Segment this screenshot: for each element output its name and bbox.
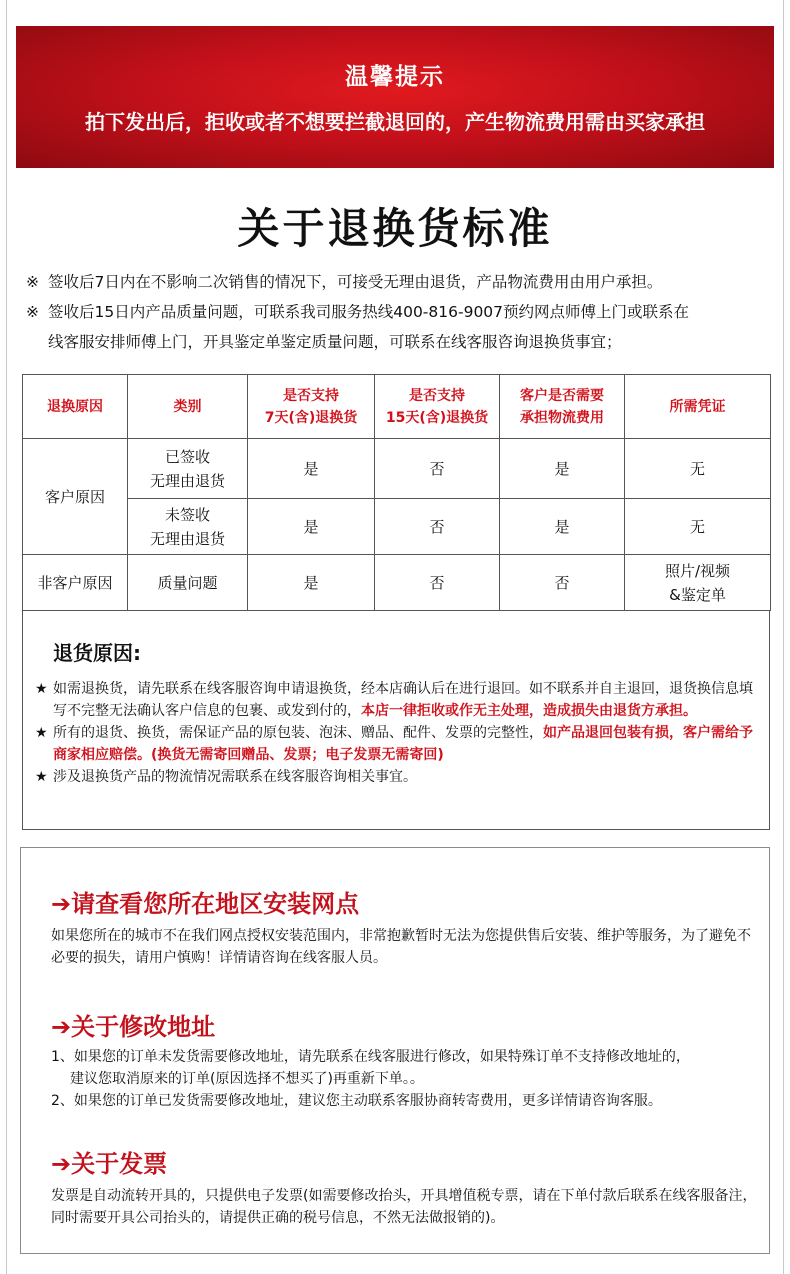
star-icon: ★ xyxy=(35,725,48,741)
invoice-section-body: 发票是自动流转开具的，只提供电子发票(如需要修改抬头，开具增值税专票，请在下单付款后联系在线客服备注，同时需要开具公司抬头的，请提供正确的税号信息，不然无法做报销的)。 xyxy=(51,1188,757,1226)
table-cell: 照片/视频 &鉴定单 xyxy=(625,555,771,611)
install-section-body: 如果您所在的城市不在我们网点授权安装范围内，非常抱歉暂时无法为您提供售后安装、维护等服务，为了避免不必要的损失，请用户慎购！详情请咨询在线客服人员。 xyxy=(51,928,751,966)
note-text-line1: 签收后15日内产品质量问题，可联系我司服务热线400-816-9007预约网点师傅上门或联系在 xyxy=(48,303,690,321)
table-cell: 是 xyxy=(248,499,375,555)
table-cell: 无 xyxy=(625,499,771,555)
invoice-section-title: ➔关于发票 xyxy=(51,1150,168,1178)
list-item xyxy=(35,678,759,722)
table-cell: 是 xyxy=(500,499,625,555)
header-cell: 是否支持 15天(含)退换货 xyxy=(375,375,500,439)
page-title: 关于退换货标准 xyxy=(237,204,553,253)
table-row xyxy=(23,499,771,555)
bullet-text: 涉及退换货产品的物流情况需联系在线客服咨询相关事宜。 xyxy=(53,769,417,785)
table-cell: 质量问题 xyxy=(128,555,248,611)
note-15-day xyxy=(26,297,689,357)
table-row xyxy=(23,439,771,499)
table-cell: 否 xyxy=(375,499,500,555)
table-row xyxy=(23,555,771,611)
header-cell: 所需凭证 xyxy=(625,375,771,439)
header-cell: 客户是否需要 承担物流费用 xyxy=(500,375,625,439)
note-text-line2: 线客服安排师傅上门，开具鉴定单鉴定质量问题，可联系在线客服咨询退换货事宜； xyxy=(48,333,622,351)
header-cell: 是否支持 7天(含)退换货 xyxy=(248,375,375,439)
header-cell: 退换原因 xyxy=(23,375,128,439)
info-box xyxy=(20,847,770,1254)
table-cell: 是 xyxy=(500,439,625,499)
warm-tip-banner xyxy=(16,26,774,168)
bullet-warning-text: 如产品退回包装有损，客户需给予商家相应赔偿。(换货无需寄回赠品、发票；电子发票无需寄回) xyxy=(53,725,753,763)
table-cell: 无 xyxy=(625,439,771,499)
return-reason-title: 退货原因: xyxy=(53,641,141,665)
install-section-title: ➔请查看您所在地区安装网点 xyxy=(51,890,360,918)
bullet-text: 如需退换货，请先联系在线客服咨询申请退换货，经本店确认后在进行退回。如不联系并自主退回，退货换信息填写不完整无法确认客户信息的包裹、或发到付的， xyxy=(53,681,753,719)
list-item xyxy=(35,766,759,788)
address-item-2: 2、如果您的订单已发货需要修改地址，建议您主动联系客服协商转寄费用，更多详情请咨询客服。 xyxy=(51,1093,662,1109)
address-item-1-cont: 建议您取消原来的订单(原因选择不想买了)再重新下单。。 xyxy=(70,1071,424,1087)
address-section-title: ➔关于修改地址 xyxy=(51,1013,216,1041)
return-reason-list xyxy=(35,678,759,788)
return-policy-table xyxy=(22,374,771,611)
reason-cell: 客户原因 xyxy=(23,439,128,555)
table-cell: 否 xyxy=(375,439,500,499)
address-item-1: 1、如果您的订单未发货需要修改地址，请先联系在线客服进行修改，如果特殊订单不支持修改地址的， xyxy=(51,1049,690,1065)
star-icon: ★ xyxy=(35,769,48,785)
table-cell: 是 xyxy=(248,439,375,499)
banner-title: 温馨提示 xyxy=(345,64,445,90)
star-icon: ★ xyxy=(35,681,48,697)
table-cell: 已签收 无理由退货 xyxy=(128,439,248,499)
table-cell: 是 xyxy=(248,555,375,611)
address-section-body xyxy=(51,1046,763,1112)
reason-cell: 非客户原因 xyxy=(23,555,128,611)
list-item xyxy=(35,722,759,766)
table-header-row xyxy=(23,375,771,439)
return-reason-box xyxy=(22,610,770,830)
note-text: 签收后7日内在不影响二次销售的情况下，可接受无理由退货，产品物流费用由用户承担。 xyxy=(48,273,663,291)
header-cell: 类别 xyxy=(128,375,248,439)
reference-mark-icon: ※ xyxy=(26,273,39,291)
note-7-day xyxy=(26,267,662,297)
bullet-warning-text: 本店一律拒收或作无主处理，造成损失由退货方承担。 xyxy=(361,703,697,719)
banner-text: 拍下发出后，拒收或者不想要拦截退回的，产生物流费用需由买家承担 xyxy=(85,110,705,134)
bullet-text: 所有的退货、换货，需保证产品的原包装、泡沫、赠品、配件、发票的完整性， xyxy=(53,725,543,741)
reference-mark-icon: ※ xyxy=(26,303,39,321)
table-cell: 否 xyxy=(375,555,500,611)
table-cell: 未签收 无理由退货 xyxy=(128,499,248,555)
table-cell: 否 xyxy=(500,555,625,611)
